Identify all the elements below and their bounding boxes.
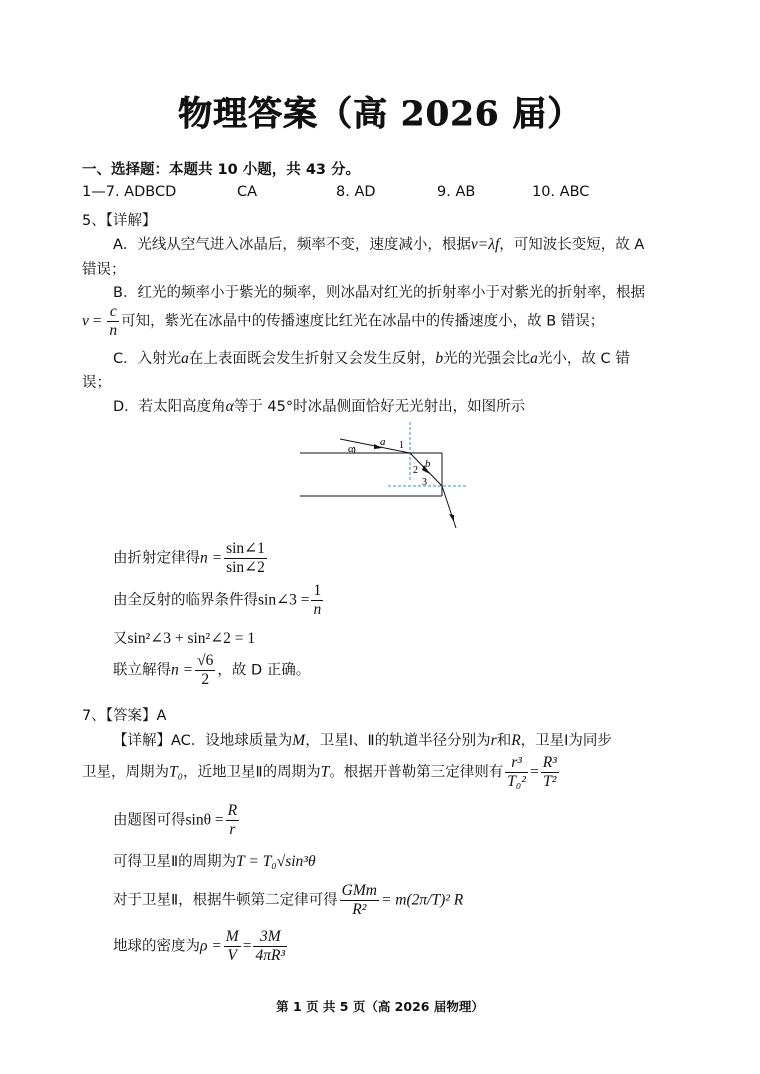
fraction [224, 540, 267, 577]
label-2: 2 [413, 465, 418, 476]
label-a: a [380, 436, 386, 448]
numerator: 3M [253, 928, 287, 947]
numerator: GMm [341, 882, 377, 899]
page-footer: 第 1 页 共 5 页（高 2026 届物理） [276, 999, 484, 1014]
text: 等于 45°时冰晶侧面恰好无光射出，如图所示 [233, 399, 526, 415]
text: 光的光强会比 [443, 351, 531, 367]
answer-1-7: 1—7. ADBCD [82, 184, 177, 200]
label-b: b [425, 458, 431, 470]
page-title: 物理答案（高 2026 届） [177, 94, 583, 134]
text: 光小，故 C 错 [537, 351, 630, 367]
text: 卫星，周期为 [82, 764, 169, 781]
text: ，卫星Ⅰ、Ⅱ的轨道半径分别为 [305, 733, 491, 749]
var: b [435, 350, 444, 367]
equals: = [242, 937, 252, 955]
formula: v=λf [470, 236, 500, 253]
numerator: sin∠1 [226, 540, 265, 557]
text: 由题图可得 [113, 812, 186, 829]
lhs: ρ = [200, 937, 222, 955]
q5-option-a-cont: 错误； [82, 262, 126, 278]
var: a [530, 350, 538, 367]
ice-crystal-diagram [296, 418, 466, 533]
answer-cont: CA [237, 184, 258, 200]
text: 由全反射的临界条件得 [113, 592, 258, 609]
var: r [490, 732, 497, 749]
text: 可得卫星Ⅱ的周期为 [113, 854, 237, 870]
q5-option-c [113, 347, 630, 368]
eq-identity [113, 627, 255, 648]
fraction [311, 582, 323, 619]
text: 联立解得 [113, 662, 171, 679]
answer-10: 10. ABC [532, 184, 590, 200]
denominator: sin∠2 [226, 559, 265, 576]
text: 。根据开普勒第三定律则有 [329, 764, 504, 781]
denominator: R² [352, 901, 367, 918]
q5-header: 5、【详解】 [82, 213, 157, 229]
text: 在上表面既会发生折射又会发生反射， [188, 351, 436, 367]
answer-9: 9. AB [437, 184, 476, 200]
eq-refraction [113, 540, 269, 577]
q5-option-b: B．红光的频率小于紫光的频率，则冰晶对红光的折射率小于对紫光的折射率，根据 [113, 285, 645, 301]
var: α [225, 398, 234, 415]
lhs: sinθ = [185, 811, 224, 829]
text: D．若太阳高度角 [113, 399, 226, 415]
label-1: 1 [399, 440, 404, 451]
fraction [224, 928, 241, 965]
numerator: √6 [197, 652, 214, 669]
text: 又 [113, 631, 128, 647]
label-alpha: α [348, 443, 354, 455]
var: a [181, 350, 189, 367]
lhs: n = [200, 549, 223, 567]
text: ，卫星Ⅰ为同步 [520, 733, 612, 749]
eq-period [113, 850, 316, 871]
eq-sin-theta [113, 802, 241, 839]
text: 【详解】AC．设地球质量为 [113, 733, 293, 749]
lhs: n = [171, 661, 194, 679]
var: T₀ [169, 763, 184, 781]
fraction [107, 303, 119, 340]
text: 可知，紫光在冰晶中的传播速度比红光在冰晶中的传播速度小，故 B 错误； [121, 313, 605, 330]
denominator: r [229, 821, 236, 838]
numerator: R [227, 802, 238, 819]
formula: sin²∠3 + sin²∠2 = 1 [127, 630, 256, 647]
eq-solution [113, 652, 310, 689]
text: ，可知波长变短，故 A [499, 237, 645, 253]
fraction [226, 802, 239, 839]
denominator: n [313, 601, 322, 618]
arrow [449, 514, 454, 522]
equals: = [529, 763, 539, 781]
text: ，近地卫星Ⅱ的周期为 [183, 764, 321, 781]
var: R [511, 732, 521, 749]
answer-8: 8. AD [336, 184, 376, 200]
denominator: V [227, 947, 237, 964]
text: 由折射定律得 [113, 550, 200, 567]
denominator: T² [543, 773, 557, 790]
lhs: sin∠3 = [258, 591, 310, 609]
q5-option-c-cont: 误； [82, 375, 111, 391]
q7-header: 7、【答案】A [82, 708, 167, 724]
angle-arc [354, 447, 355, 453]
numerator: c [107, 303, 119, 322]
fraction [253, 928, 287, 965]
formula: T = T₀√sin³θ [236, 853, 316, 870]
var: T [320, 763, 330, 781]
eq-critical [113, 582, 325, 619]
fraction [505, 754, 528, 791]
var: v [82, 312, 89, 330]
fraction [340, 882, 379, 919]
fraction [195, 652, 215, 689]
text: 地球的密度为 [113, 938, 200, 955]
text: A．光线从空气进入冰晶后，频率不变，速度减小，根据 [113, 237, 471, 253]
text: 和 [496, 733, 512, 749]
denominator: 2 [201, 671, 210, 688]
numerator: M [225, 928, 239, 945]
section-heading: 一、选择题：本题共 10 小题，共 43 分。 [82, 162, 361, 178]
q5-option-b-cont: v = $\frac{c}{n}$ 可知，紫光在冰晶中的传播速度比红光在冰晶中的传播速度小，故 B 错误； [82, 303, 605, 339]
text: C．入射光 [113, 351, 182, 367]
text: 对于卫星Ⅱ，根据牛顿第二定律可得 [113, 892, 338, 909]
q7-para2 [82, 754, 561, 791]
denominator: T₀² [507, 773, 526, 790]
denominator: 4πR³ [255, 947, 286, 964]
text: ，故 D 正确。 [217, 662, 311, 679]
numerator: r³ [505, 754, 528, 773]
label-3: 3 [422, 477, 427, 488]
q5-option-a [113, 233, 644, 254]
fraction [541, 754, 559, 791]
numerator: 1 [313, 582, 322, 599]
eq-density [113, 928, 289, 965]
q7-para1 [113, 729, 612, 750]
q5-option-d [113, 395, 525, 416]
var: M [292, 732, 306, 749]
numerator: R³ [542, 754, 557, 771]
eq-newton [113, 882, 463, 919]
rhs: = m(2π/T)² R [380, 891, 464, 909]
denominator: n [109, 322, 118, 339]
